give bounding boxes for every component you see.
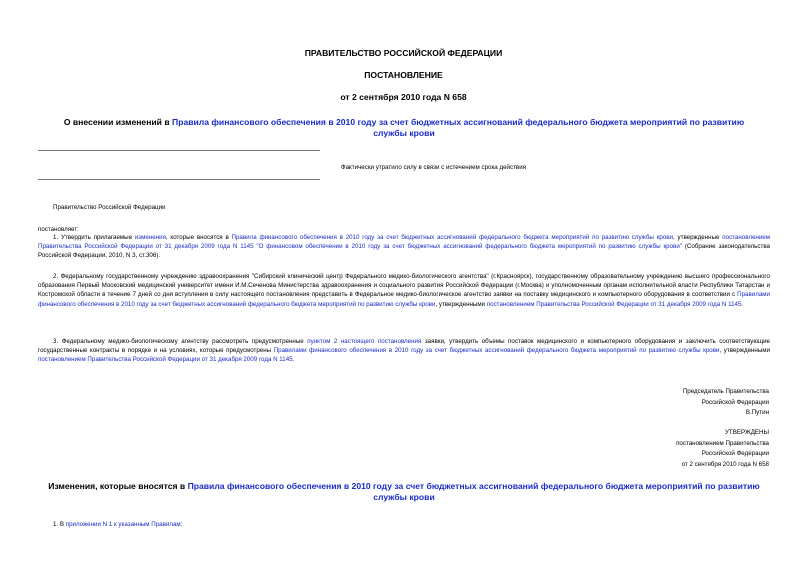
signature-line-1: Председатель Правительства: [682, 388, 769, 395]
item1-text-1: 1. В: [53, 521, 66, 528]
resolves-text: постановляет:: [38, 226, 79, 233]
p1-text-3: , утвержденные: [673, 234, 723, 241]
document-type: ПОСТАНОВЛЕНИЕ: [364, 70, 443, 80]
divider-top: [38, 150, 320, 151]
signature-block: [683, 387, 769, 419]
paragraph-1: [38, 233, 770, 261]
divider-bottom: [38, 179, 320, 180]
document-title: [48, 117, 760, 139]
signature-line-3: В.Путин: [745, 409, 769, 416]
approved-line-1: УТВЕРЖДЕНЫ: [725, 429, 769, 436]
government-heading: ПРАВИТЕЛЬСТВО РОССИЙСКОЙ ФЕДЕРАЦИИ: [304, 48, 503, 58]
p2-rules-link[interactable]: Правилами финансового обеспечения в 2010 году за счет бюджетных ассигнований федерального бюджета мероприятий по развитию службы крови: [38, 291, 770, 308]
intro-text: Правительство Российской Федерации: [53, 204, 166, 211]
status-note: Фактически утратило силу в связи с истечением срока действия: [340, 164, 526, 171]
p1-text-2: , которые вносятся в: [165, 234, 232, 241]
p1-text-1: 1. Утвердить прилагаемые: [53, 234, 135, 241]
changes-title: [48, 481, 760, 503]
approved-line-3: Российской Федерации: [701, 450, 769, 457]
p2-text-3: .: [741, 300, 744, 308]
item1-appendix-link[interactable]: приложении N 1 к указанным Правилам: [65, 521, 181, 528]
p1-text-4: (Собрание законодательства Российской Федерации, 2010, N 3, ст.306).: [38, 243, 770, 260]
p3-text-2: заявки, утвердить объемы поставок медицинского и компьютерного оборудования и заключить соответствующие государственные контракты в порядке и на условиях, которые предусмотрены: [38, 338, 770, 355]
p1-resolution-link[interactable]: постановлением Правительства Российской Федерации от 31 декабря 2009 года N 1145 "О финансовом обеспечении в 2010 году за счет бюджетных ассигнований федерального бюджета мероприятий по развитию службы крови": [38, 234, 770, 251]
p2-text-1: 2. Федеральному государственному учреждению здравоохранения "Сибирский клинический центр Федерального медико-биологического агентства" (г.Красноярск), государственному образовательному учреждению высшего профессионального образования Первый Московский медицинский университет имени И.М.Сеченова Министерства здравоохранения и социального развития Российской Федерации (г.Москва) и уполномоченным органам исполнительной власти Республики Татарстан и Костромской области в течение 7 дней со дня вступления в силу настоящего постановления представить в Федеральное медико-биологическое агентство заявки на поставку медицинского и компьютерного оборудования в соответствии с: [38, 273, 770, 299]
p2-text-2: , утвержденными: [435, 300, 487, 308]
p2-resolution-link[interactable]: постановлением Правительства Российской Федерации от 31 декабря 2009 года N 1145: [486, 300, 742, 308]
changes-rules-link[interactable]: Правила финансового обеспечения в 2010 году за счет бюджетных ассигнований федерального бюджета мероприятий по развитию службы крови: [187, 481, 760, 502]
title-rules-link[interactable]: Правила финансового обеспечения в 2010 году за счет бюджетных ассигнований федерального бюджета мероприятий по развитию службы крови: [172, 117, 745, 138]
p3-point-link[interactable]: пунктом 2 настоящего постановления: [307, 338, 422, 345]
p1-changes-link[interactable]: изменения: [134, 234, 166, 241]
paragraph-2: [38, 272, 770, 309]
p1-rules-link[interactable]: Правила финансового обеспечения в 2010 году за счет бюджетных ассигнований федерального бюджета мероприятий по развитию службы крови: [231, 234, 674, 241]
p3-resolution-link[interactable]: постановлением Правительства Российской Федерации от 31 декабря 2009 года N 1145: [38, 356, 293, 364]
p3-text-4: .: [292, 356, 295, 364]
approved-line-2: постановлением Правительства: [676, 439, 769, 447]
paragraph-3: [38, 337, 770, 365]
approved-block: [676, 428, 769, 470]
changes-title-prefix: Изменения, которые вносятся в: [48, 481, 188, 491]
approved-line-4: от 2 сентября 2010 года N 658: [681, 460, 769, 468]
p3-rules-link[interactable]: Правилами финансового обеспечения в 2010 году за счет бюджетных ассигнований федерального бюджета мероприятий по развитию службы крови: [273, 347, 720, 355]
document-title-prefix: О внесении изменений в: [63, 117, 173, 127]
item1-text-2: :: [180, 521, 183, 528]
p3-text-1: 3. Федеральному медико-биологическому агентству рассмотреть предусмотренные: [53, 338, 308, 345]
document-date: от 2 сентября 2010 года N 658: [340, 92, 467, 102]
signature-line-2: Российской Федерации: [701, 398, 769, 406]
item-1: [53, 520, 453, 529]
p3-text-3: , утвержденными: [719, 347, 770, 355]
